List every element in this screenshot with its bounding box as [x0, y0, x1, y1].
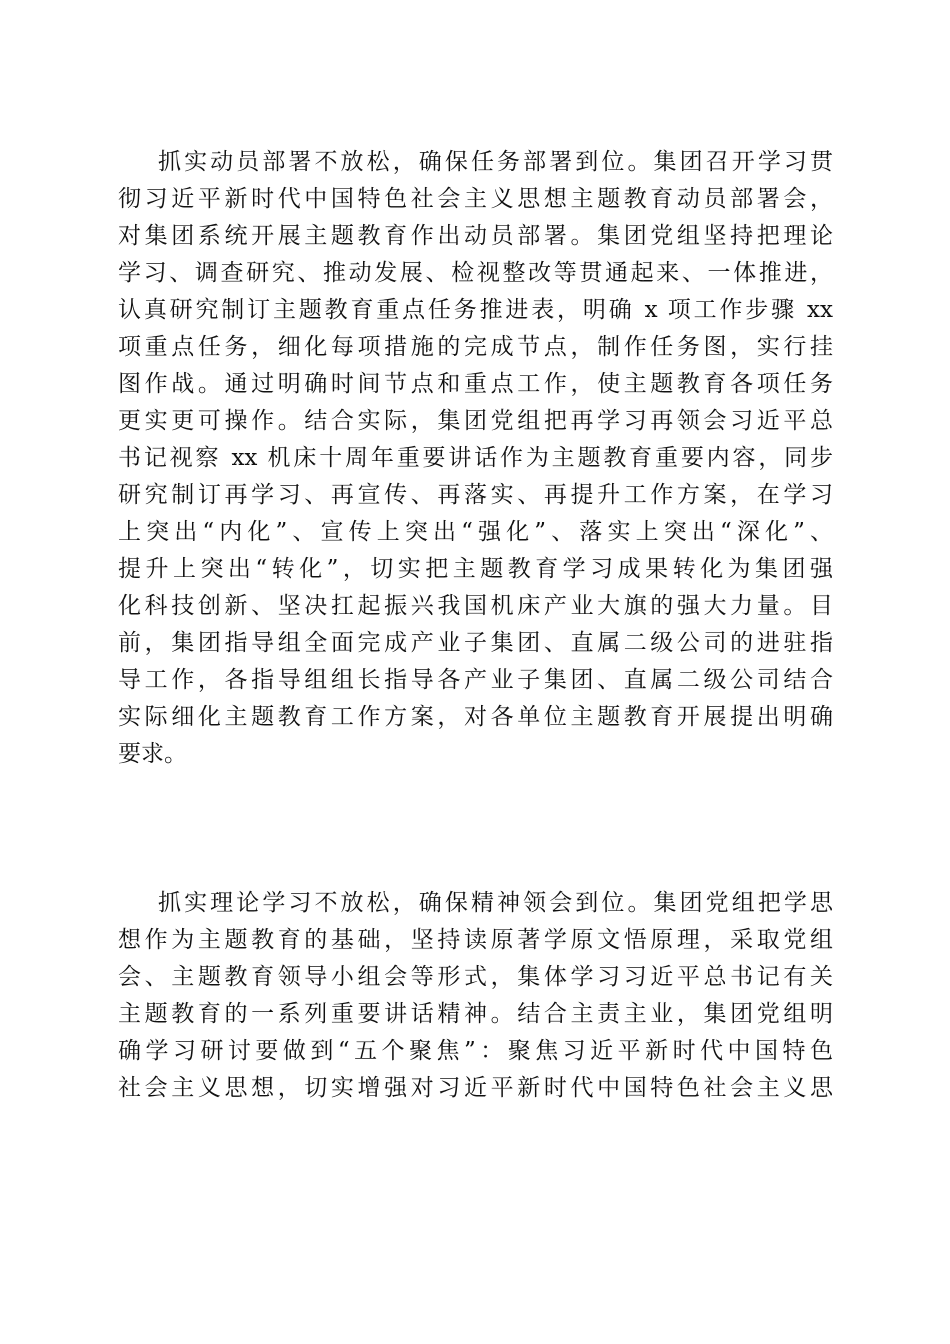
text-line: 确学习研讨要做到“五个聚焦”：聚焦习近平新时代中国特色 [118, 1038, 833, 1064]
text-line: 图作战。通过明确时间节点和重点工作，使主题教育各项任务 [118, 371, 833, 397]
text-line: 主题教育的一系列重要讲话精神。结合主责主业，集团党组明 [118, 1001, 833, 1027]
text-line: 想作为主题教育的基础，坚持读原著学原文悟原理，采取党组 [118, 927, 833, 953]
text-line: 学习、调查研究、推动发展、检视整改等贯通起来、一体推进， [118, 260, 833, 286]
text-line: 对集团系统开展主题教育作出动员部署。集团党组坚持把理论 [118, 223, 833, 249]
text-line: 要求。 [118, 741, 187, 767]
text-line: 提升上突出“转化”，切实把主题教育学习成果转化为集团强 [118, 556, 833, 582]
text-line: 上突出“内化”、宣传上突出“强化”、落实上突出“深化”、 [118, 519, 833, 545]
text-line: 实际细化主题教育工作方案，对各单位主题教育开展提出明确 [118, 704, 833, 730]
text-line: 导工作，各指导组组长指导各产业子集团、直属二级公司结合 [118, 667, 833, 693]
text-line: 抓实动员部署不放松，确保任务部署到位。集团召开学习贯 [158, 149, 833, 175]
text-line: 彻习近平新时代中国特色社会主义思想主题教育动员部署会， [118, 186, 833, 212]
text-line: 书记视察 xx 机床十周年重要讲话作为主题教育重要内容，同步 [118, 445, 833, 471]
text-line: 更实更可操作。结合实际，集团党组把再学习再领会习近平总 [118, 408, 833, 434]
text-line: 化科技创新、坚决扛起振兴我国机床产业大旗的强大力量。目 [118, 593, 833, 619]
text-line: 社会主义思想，切实增强对习近平新时代中国特色社会主义思 [118, 1075, 833, 1101]
text-line: 研究制订再学习、再宣传、再落实、再提升工作方案，在学习 [118, 482, 833, 508]
paragraph-mobilization [118, 144, 833, 773]
text-line: 抓实理论学习不放松，确保精神领会到位。集团党组把学思 [158, 890, 833, 916]
text-line: 前，集团指导组全面完成产业子集团、直属二级公司的进驻指 [118, 630, 833, 656]
text-line: 认真研究制订主题教育重点任务推进表，明确 x 项工作步骤 xx [118, 297, 833, 323]
text-line: 项重点任务，细化每项措施的完成节点，制作任务图，实行挂 [118, 334, 833, 360]
text-line: 会、主题教育领导小组会等形式，集体学习习近平总书记有关 [118, 964, 833, 990]
paragraph-theory-study [118, 885, 833, 1107]
